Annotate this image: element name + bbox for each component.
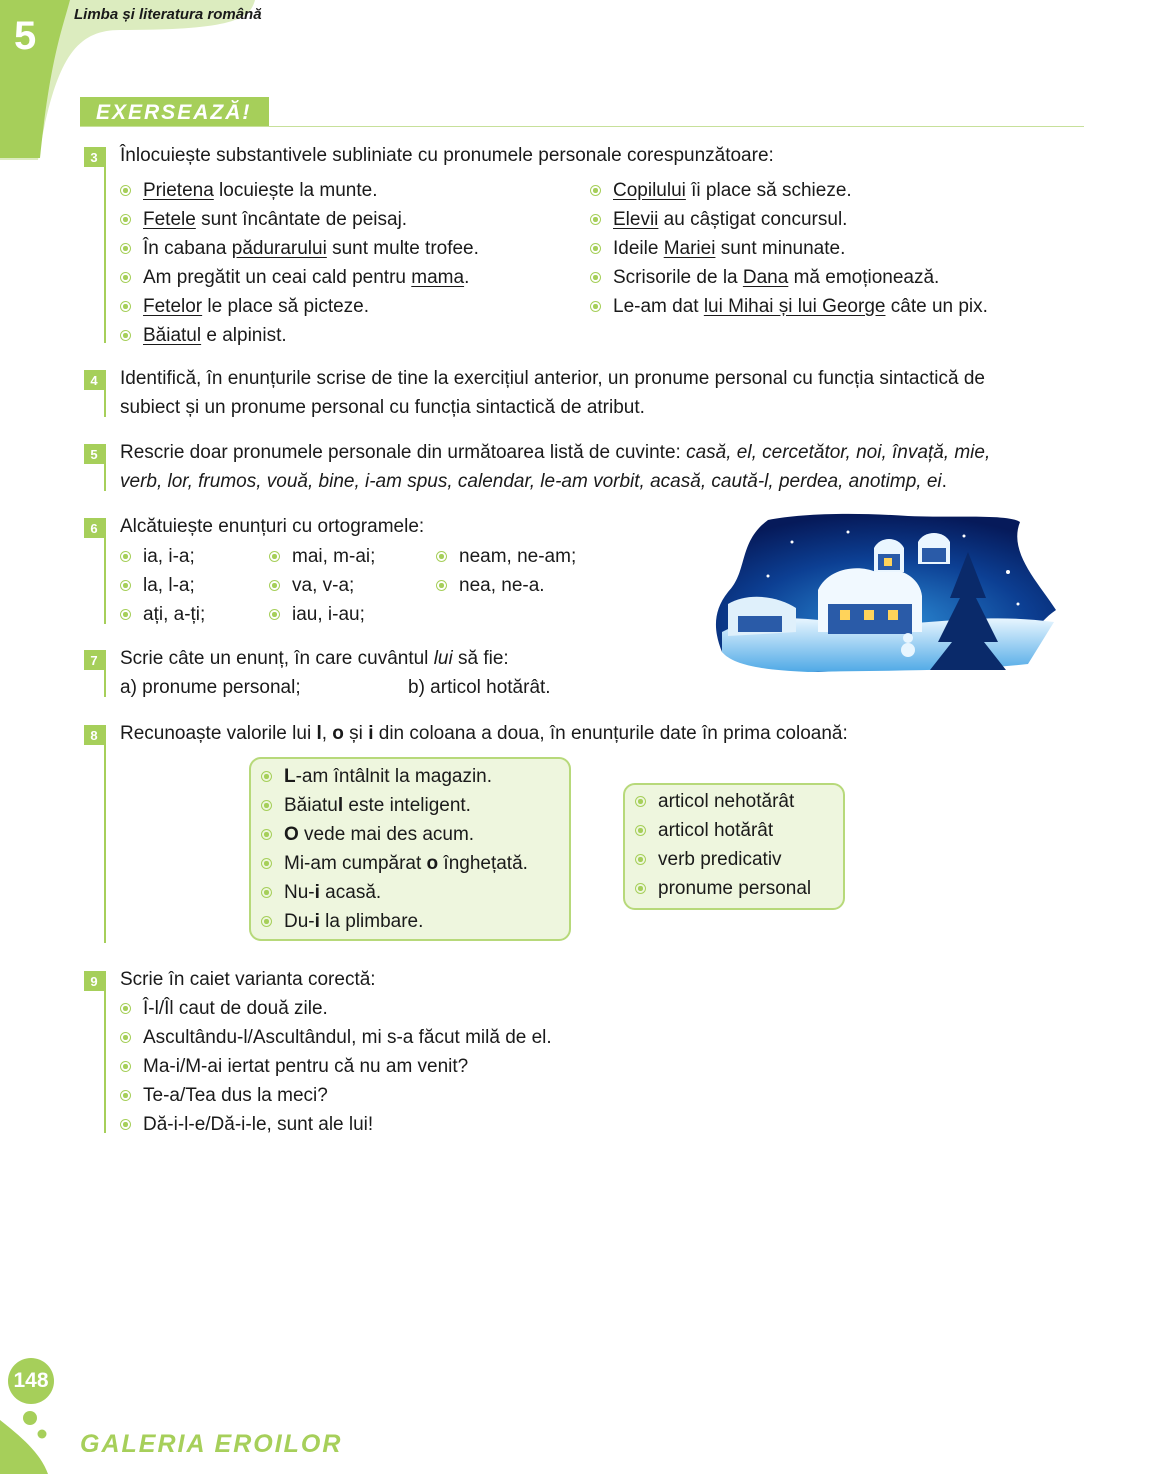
list-item: iau, i-au; [269, 600, 375, 629]
list-item: ia, i-a; [120, 542, 205, 571]
list-item: O vede mai des acum. [261, 820, 528, 849]
sentences-list [261, 762, 528, 936]
list-item: articol hotărât [635, 816, 811, 845]
list-item: pronume personal [635, 874, 811, 903]
list-item: Nu-i acasă. [261, 878, 528, 907]
exercise-bar-4 [104, 370, 106, 417]
chapter-tab [0, 0, 260, 160]
exercise-bar-9 [104, 971, 106, 1133]
list-item: neam, ne-am; [436, 542, 576, 571]
exercise-6-column-2 [269, 542, 375, 629]
list-item: În cabana pădurarului sunt multe trofee. [120, 234, 479, 263]
exercise-bar-8 [104, 725, 106, 943]
chapter-number: 5 [14, 14, 37, 58]
exercise-6-column-3 [436, 542, 576, 600]
section-title: EXERSEAZĂ! [80, 97, 269, 127]
exercise-7-instruction: Scrie câte un enunț, în care cuvântul lui să fie: [120, 648, 509, 669]
footer-title: GALERIA EROILOR [80, 1430, 343, 1458]
exercise-9-list [120, 994, 552, 1139]
page-number: 148 [8, 1358, 54, 1404]
list-item: L-am întâlnit la magazin. [261, 762, 528, 791]
exercise-number-8: 8 [84, 725, 104, 745]
exercise-5-text: Rescrie doar pronumele personale din următoarea listă de cuvinte: casă, el, cercetător, noi, învață, mie, verb, lor, frumos, vouă, bine, i-am spus, calendar, le-am vorbit, acasă, caută-l, perdea, anotimp, ei. [120, 442, 991, 492]
exercise-number-5: 5 [84, 444, 104, 464]
exercise-number-9: 9 [84, 971, 104, 991]
list-item: Du-i la plimbare. [261, 907, 528, 936]
list-item: nea, ne-a. [436, 571, 576, 600]
exercise-6-instruction: Alcătuiește enunțuri cu ortogramele: [120, 516, 425, 537]
exercise-6-column-1 [120, 542, 205, 629]
values-list [635, 787, 811, 903]
exercise-bar-3 [104, 147, 106, 343]
list-item: articol nehotărât [635, 787, 811, 816]
exercise-9-instruction: Scrie în caiet varianta corectă: [120, 969, 376, 990]
exercise-number-3: 3 [84, 147, 104, 167]
list-item: Ma-i/M-ai iertat pentru că nu am venit? [120, 1052, 552, 1081]
exercise-3-column-1 [120, 176, 479, 350]
list-item: Copilului îi place să schieze. [590, 176, 988, 205]
list-item: mai, m-ai; [269, 542, 375, 571]
exercise-bar-7 [104, 650, 106, 697]
list-item: Ascultându-l/Ascultândul, mi s-a făcut milă de el. [120, 1023, 552, 1052]
exercise-7-option-b: b) articol hotărât. [408, 677, 551, 698]
winter-village-illustration [708, 512, 1058, 674]
list-item: Ideile Mariei sunt minunate. [590, 234, 988, 263]
exercise-bar-6 [104, 518, 106, 624]
exercise-7-option-a: a) pronume personal; [120, 677, 301, 698]
list-item: Scrisorile de la Dana mă emoționează. [590, 263, 988, 292]
list-item: Am pregătit un ceai cald pentru mama. [120, 263, 479, 292]
list-item: ați, a-ți; [120, 600, 205, 629]
exercise-bar-5 [104, 444, 106, 491]
list-item: Elevii au câștigat concursul. [590, 205, 988, 234]
list-item: Băiatul este inteligent. [261, 791, 528, 820]
list-item: Fetelor le place să picteze. [120, 292, 479, 321]
list-item: Le-am dat lui Mihai și lui George câte un pix. [590, 292, 988, 321]
list-item: Băiatul e alpinist. [120, 321, 479, 350]
list-item: va, v-a; [269, 571, 375, 600]
exercise-8-instruction: Recunoaște valorile lui l, o și i din coloana a doua, în enunțurile date în prima coloană: [120, 723, 848, 744]
list-item: Prietena locuiește la munte. [120, 176, 479, 205]
section-divider [80, 126, 1084, 127]
list-item: Mi-am cumpărat o înghețată. [261, 849, 528, 878]
exercise-number-4: 4 [84, 370, 104, 390]
exercise-number-7: 7 [84, 650, 104, 670]
list-item: la, l-a; [120, 571, 205, 600]
list-item: Î-l/Îl caut de două zile. [120, 994, 552, 1023]
list-item: Fetele sunt încântate de peisaj. [120, 205, 479, 234]
exercise-4-text: Identifică, în enunțurile scrise de tine la exercițiul anterior, un pronume personal cu funcția sintactică de subiect și un pronume personal cu funcția sintactică de atribut. [120, 368, 985, 418]
subject-title: Limba și literatura română [74, 6, 262, 23]
list-item: Te-a/Tea dus la meci? [120, 1081, 552, 1110]
exercise-3-column-2 [590, 176, 988, 321]
exercise-3-instruction: Înlocuiește substantivele subliniate cu pronumele personale corespunzătoare: [120, 145, 774, 166]
list-item: verb predicativ [635, 845, 811, 874]
list-item: Dă-i-l-e/Dă-i-le, sunt ale lui! [120, 1110, 552, 1139]
exercise-number-6: 6 [84, 518, 104, 538]
